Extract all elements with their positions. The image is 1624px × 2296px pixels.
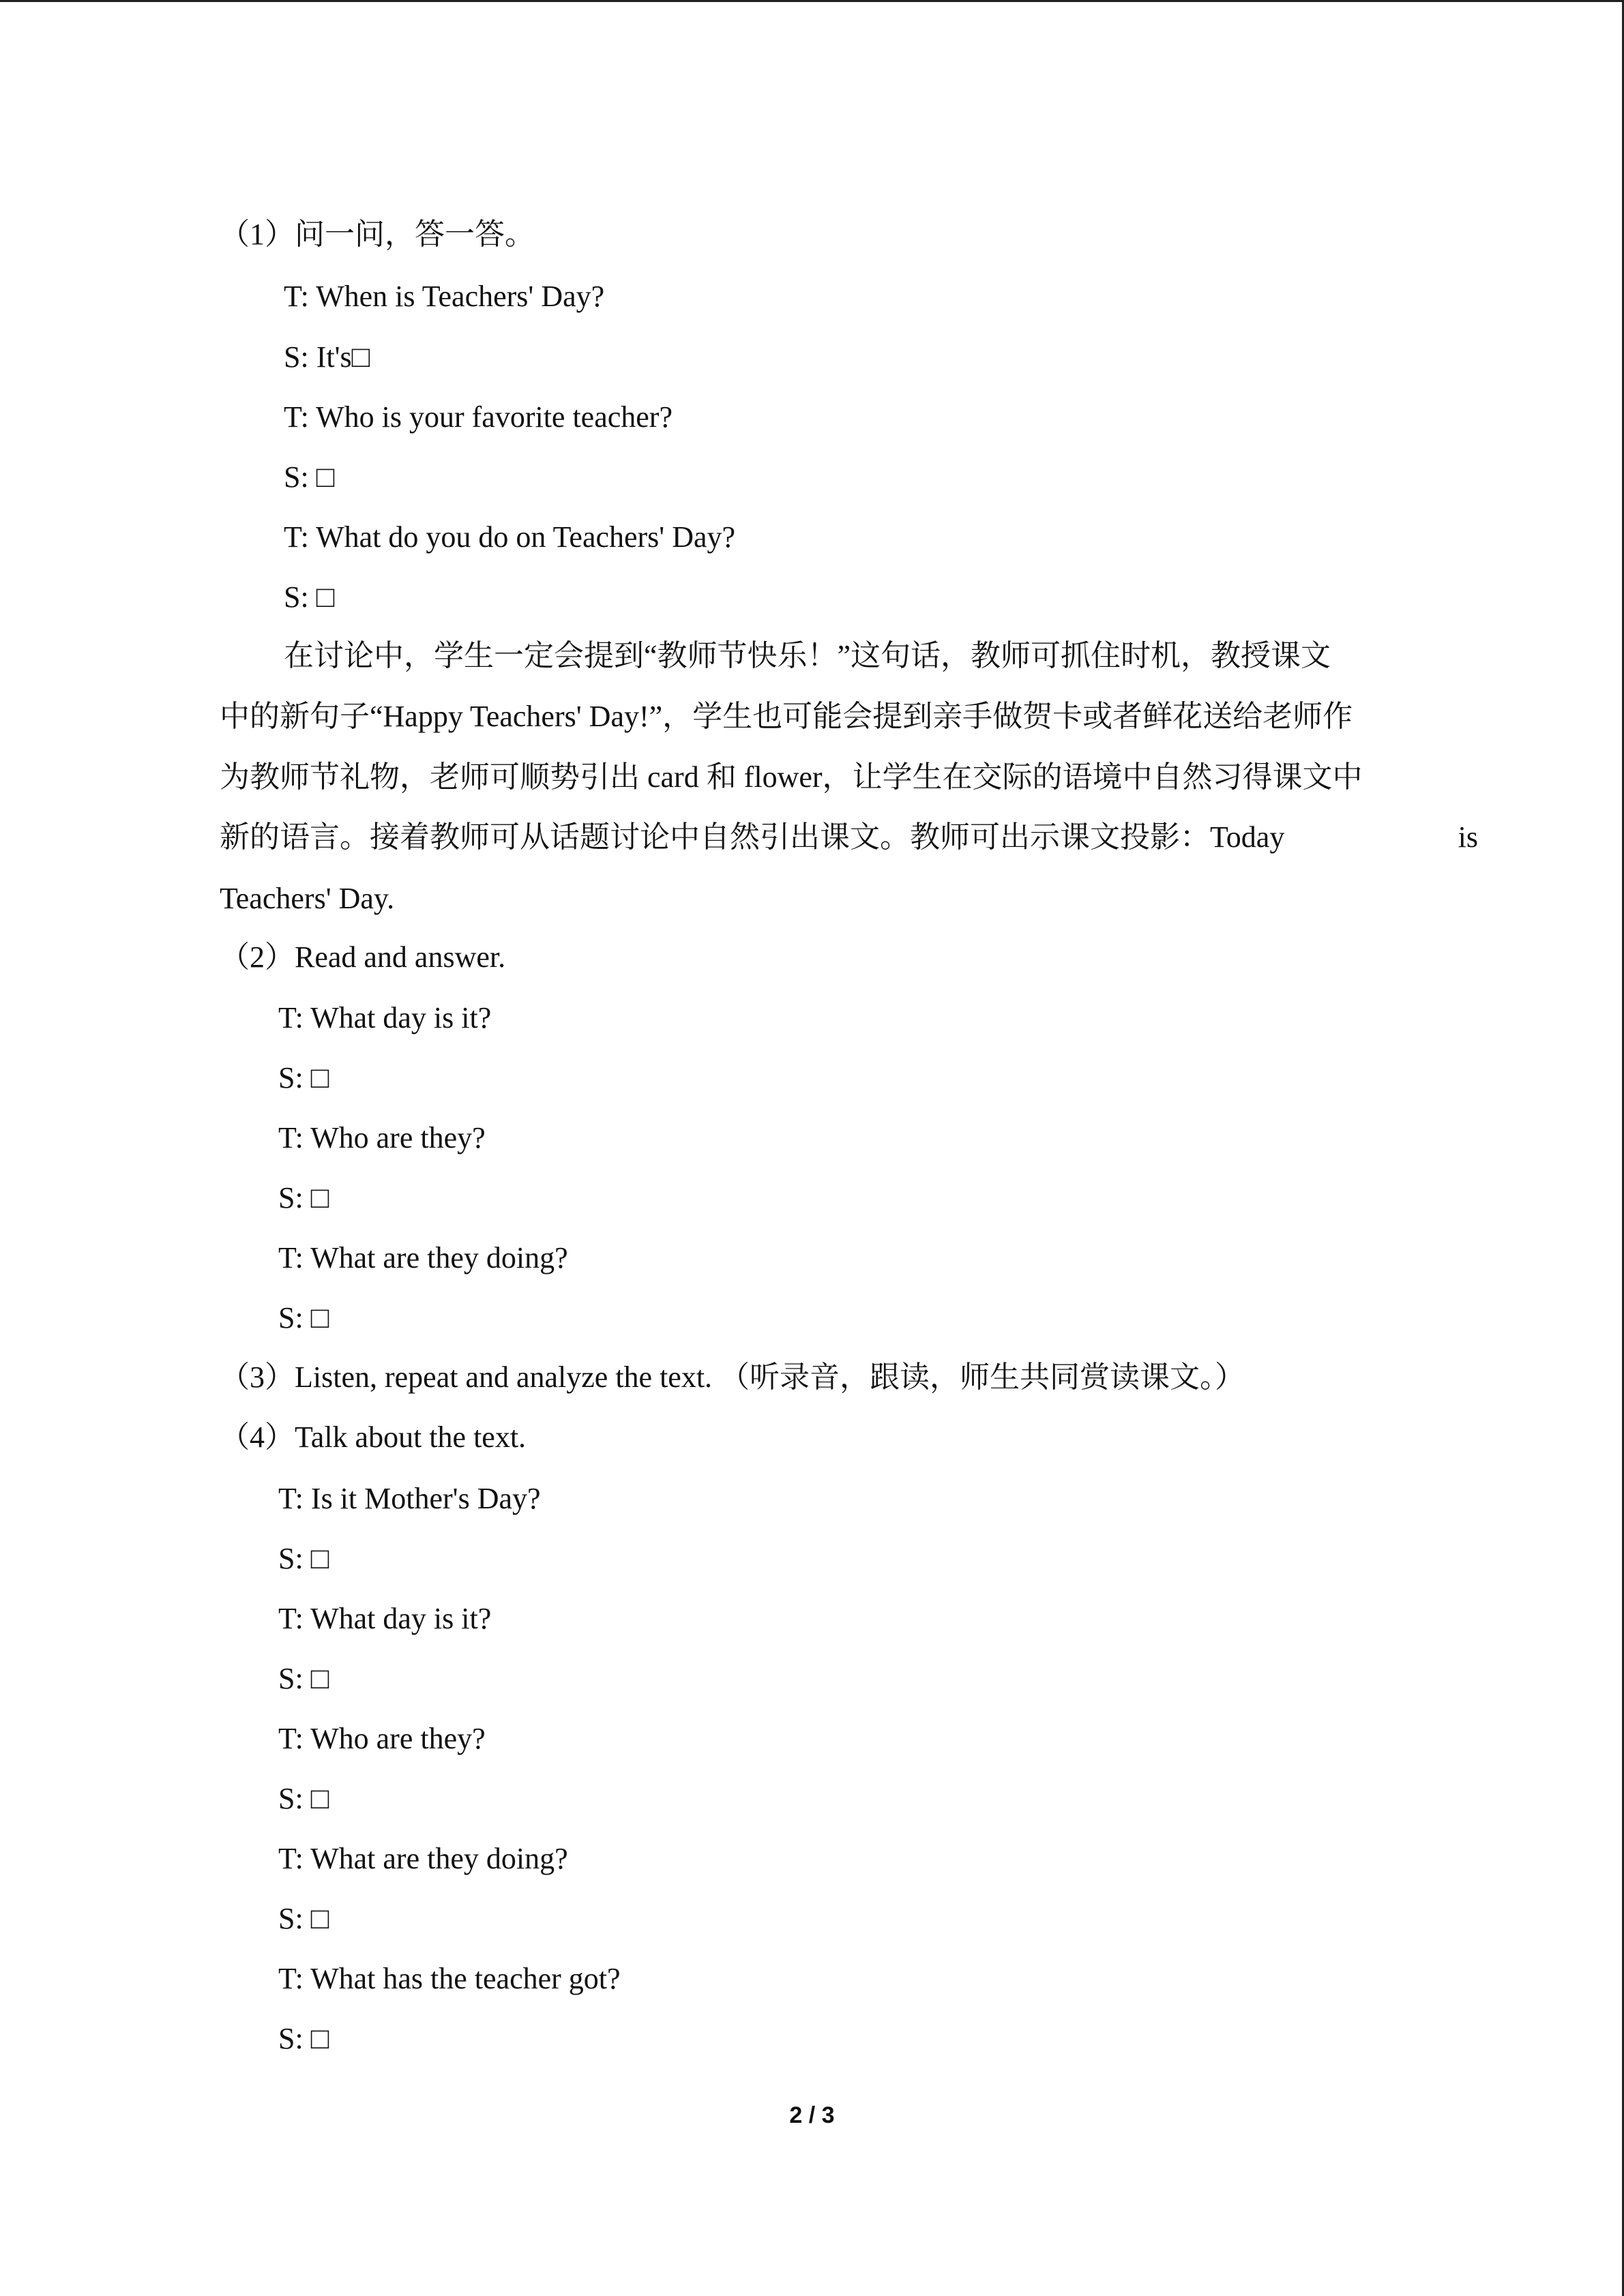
section-2-heading: （2）Read and answer. [220, 940, 506, 974]
paragraph-line-4-main: 新的语言。接着教师可从话题讨论中自然引出课文。教师可出示课文投影：Today [220, 820, 1285, 854]
dialog-line: T: What day is it? [278, 1001, 492, 1034]
dialog-line: T: Is it Mother's Day? [278, 1482, 541, 1515]
dialog-line: T: Who are they? [278, 1121, 486, 1154]
dialog-line: S: □ [278, 1662, 329, 1695]
section-1-heading: （1）问一问，答一答。 [220, 218, 535, 251]
dialog-line: S: □ [284, 580, 335, 614]
dialog-line: S: □ [278, 1181, 329, 1214]
paragraph-line-5: Teachers' Day. [220, 882, 395, 915]
paragraph-line-3: 为教师节礼物，老师可顺势引出 card 和 flower，让学生在交际的语境中自然习得课文中 [220, 760, 1363, 794]
paragraph-line-2: 中的新句子“Happy Teachers' Day!”，学生也可能会提到亲手做贺卡或者鲜花送给老师作 [220, 700, 1353, 733]
paragraph-line-4-end: is [1458, 820, 1478, 854]
dialog-line: S: □ [278, 2022, 329, 2055]
dialog-line: T: Who are they? [278, 1722, 486, 1755]
paragraph-line-4 [220, 817, 1478, 858]
dialog-line: S: It's□ [284, 340, 370, 374]
dialog-line: S: □ [278, 1782, 329, 1815]
dialog-line: S: □ [278, 1542, 329, 1575]
section-4-heading: （4）Talk about the text. [220, 1420, 527, 1454]
dialog-line: T: When is Teachers' Day? [284, 280, 605, 313]
dialog-line: T: What are they doing? [278, 1842, 568, 1875]
dialog-line: T: What are they doing? [278, 1241, 568, 1274]
section-3-heading: （3）Listen, repeat and analyze the text. （听录音，跟读，师生共同赏读课文。） [220, 1360, 1245, 1394]
dialog-line: T: What has the teacher got? [278, 1962, 621, 1995]
dialog-line: T: What do you do on Teachers' Day? [284, 520, 736, 554]
paragraph-line-1: 在讨论中，学生一定会提到“教师节快乐！”这句话，教师可抓住时机，教授课文 [284, 639, 1331, 672]
dialog-line: S: □ [278, 1902, 329, 1935]
dialog-line: S: □ [284, 460, 335, 494]
dialog-line: T: Who is your favorite teacher? [284, 400, 673, 434]
dialog-line: S: □ [278, 1061, 329, 1094]
dialog-line: T: What day is it? [278, 1602, 492, 1635]
page-number: 2 / 3 [789, 2102, 835, 2128]
dialog-line: S: □ [278, 1301, 329, 1335]
